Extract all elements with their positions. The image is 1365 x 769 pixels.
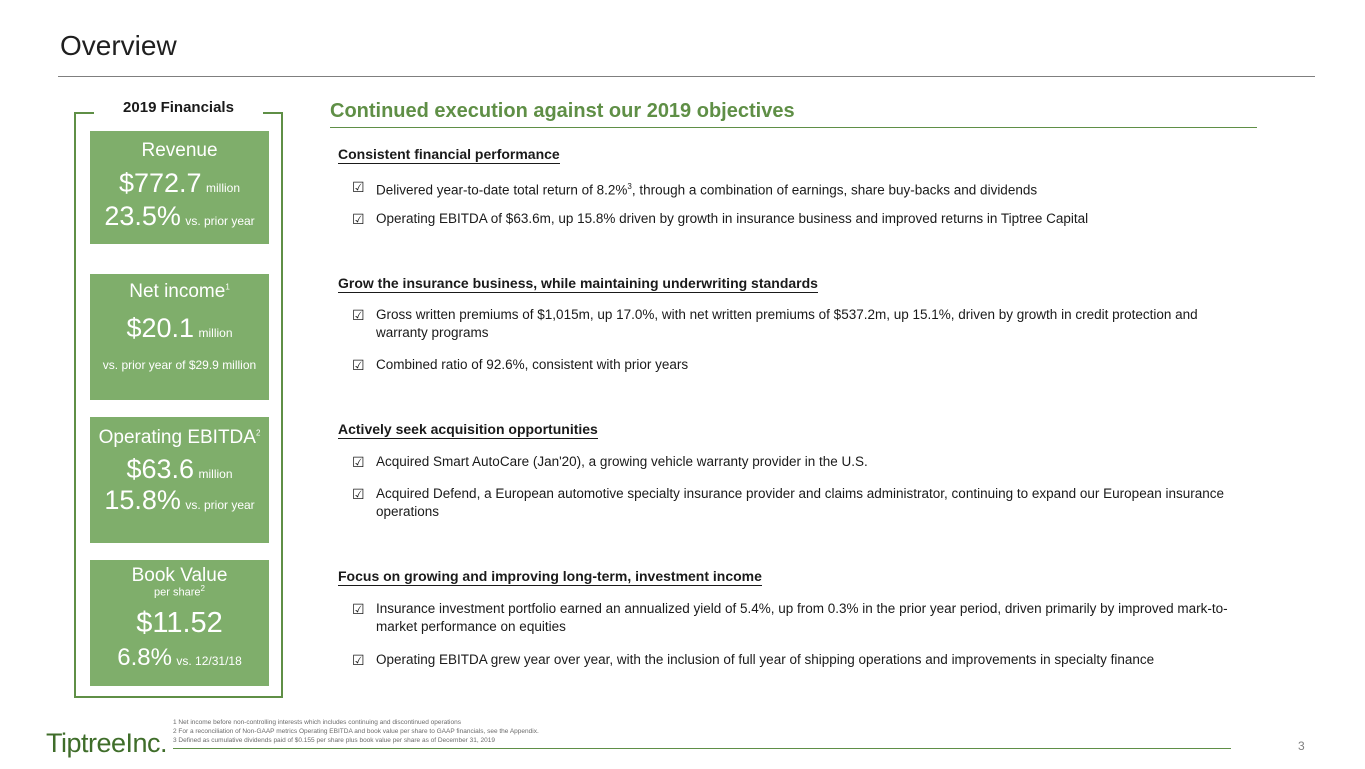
- net-income-card: [90, 274, 269, 400]
- checkbox-checked-icon: ☑: [352, 486, 365, 502]
- bullet-text: Acquired Smart AutoCare (Jan'20), a growing vehicle warranty provider in the U.S.: [376, 454, 868, 469]
- net-income-value-row: [90, 313, 269, 344]
- ebitda-unit: million: [198, 467, 233, 481]
- ebitda-change-row: [90, 485, 269, 516]
- net-income-unit: million: [198, 326, 233, 340]
- bullet-item: [352, 651, 1252, 669]
- bullet-text: Operating EBITDA of $63.6m, up 15.8% driven by growth in insurance business and improved returns in Tiptree Capital: [376, 211, 1089, 226]
- checkbox-checked-icon: ☑: [352, 454, 365, 470]
- ebitda-label-row: [90, 427, 269, 449]
- revenue-value-row: [90, 168, 269, 199]
- bullet-item: [352, 306, 1252, 342]
- bullet-item: [352, 600, 1252, 636]
- bullet-text: Gross written premiums of $1,015m, up 17.0%, with net written premiums of $537.2m, up 15.1%, driven by growth in credit protection and warranty programs: [376, 307, 1198, 340]
- book-value-change: 6.8%: [117, 643, 172, 671]
- bullet-text: [376, 178, 1252, 200]
- book-value-sub-row: [90, 584, 269, 599]
- title-divider: [58, 76, 1315, 77]
- ebitda-change: 15.8%: [104, 485, 181, 515]
- book-value-change-row: [90, 644, 269, 672]
- ebitda-sup: 2: [255, 428, 261, 438]
- revenue-change: 23.5%: [104, 201, 181, 231]
- bullet-sup: 3: [627, 182, 632, 191]
- bullet-item: [352, 485, 1252, 521]
- book-value-value: $11.52: [136, 606, 223, 639]
- footnote: 2 For a reconciliation of Non-GAAP metrics Operating EBITDA and book value per share to GAAP financials, see the Appendix.: [173, 728, 539, 735]
- bullet-item: [352, 210, 1252, 228]
- ebitda-value-row: [90, 454, 269, 485]
- checkbox-checked-icon: ☑: [352, 307, 365, 323]
- revenue-value: $772.7: [118, 168, 202, 198]
- ebitda-change-note: vs. prior year: [185, 498, 255, 512]
- bullet-text: Insurance investment portfolio earned an annualized yield of 5.4%, up from 0.3% in the prior year period, driven primarily by improved mark-to-market performance on equities: [376, 601, 1228, 634]
- footnote: 3 Defined as cumulative dividends paid of $0.155 per share plus book value per share as of December 31, 2019: [173, 737, 495, 744]
- checkbox-checked-icon: ☑: [352, 357, 365, 373]
- revenue-card: [90, 131, 269, 244]
- objectives-divider: [330, 127, 1257, 128]
- book-value-change-note: vs. 12/31/18: [176, 653, 242, 668]
- checkbox-checked-icon: ☑: [352, 652, 365, 668]
- revenue-label: Revenue: [141, 140, 218, 161]
- section-heading: Consistent financial performance: [338, 146, 560, 162]
- revenue-unit: million: [206, 181, 241, 195]
- book-value-sup: 2: [200, 584, 205, 593]
- net-income-value: $20.1: [126, 313, 195, 343]
- bullet-item: [352, 356, 1252, 374]
- frame-top-right: [263, 112, 283, 114]
- checkbox-checked-icon: ☑: [352, 211, 365, 227]
- book-value-card: [90, 560, 269, 686]
- objectives-title: Continued execution against our 2019 objectives: [330, 100, 795, 122]
- bullet-item: [352, 453, 1252, 471]
- bullet-text-a: Delivered year-to-date total return of 8.2%: [376, 182, 628, 198]
- bullet-text: Acquired Defend, a European automotive specialty insurance provider and claims administrator, continuing to expand our European insurance operations: [376, 486, 1225, 519]
- bullet-text: Combined ratio of 92.6%, consistent with prior years: [376, 357, 689, 372]
- bullet-text: Operating EBITDA grew year over year, with the inclusion of full year of shipping operations and improvements in specialty finance: [376, 652, 1155, 667]
- footer-divider: [173, 748, 1231, 749]
- bullet-text-b: , through a combination of earnings, share buy-backs and dividends: [631, 182, 1038, 198]
- ebitda-value: $63.6: [126, 454, 195, 484]
- checkbox-checked-icon: ☑: [352, 601, 365, 617]
- page-title: Overview: [60, 30, 177, 61]
- net-income-sup: 1: [225, 282, 230, 292]
- book-value-sub: per share: [154, 586, 201, 599]
- bullet-item: [352, 178, 1252, 200]
- frame-top-left: [74, 112, 94, 114]
- ebitda-card: [90, 417, 269, 543]
- net-income-label-row: [90, 281, 269, 303]
- section-heading: Grow the insurance business, while maintaining underwriting standards: [338, 275, 818, 291]
- ebitda-label: Operating EBITDA: [98, 427, 256, 448]
- revenue-change-row: [90, 201, 269, 232]
- financials-heading: 2019 Financials: [123, 99, 234, 116]
- net-income-note: vs. prior year of $29.9 million: [102, 358, 257, 372]
- book-value-label: Book Value: [131, 565, 228, 586]
- section-heading: Focus on growing and improving long-term, investment income: [338, 568, 762, 584]
- footnotes: [173, 718, 539, 745]
- footnote: 1 Net income before non-controlling interests which includes continuing and discontinued operations: [173, 719, 461, 726]
- company-logo: TiptreeInc.: [46, 728, 168, 758]
- section-heading: Actively seek acquisition opportunities: [338, 421, 598, 437]
- checkbox-checked-icon: ☑: [352, 179, 365, 195]
- revenue-change-note: vs. prior year: [185, 214, 255, 228]
- net-income-label: Net income: [129, 281, 226, 302]
- page-number: 3: [1298, 739, 1305, 753]
